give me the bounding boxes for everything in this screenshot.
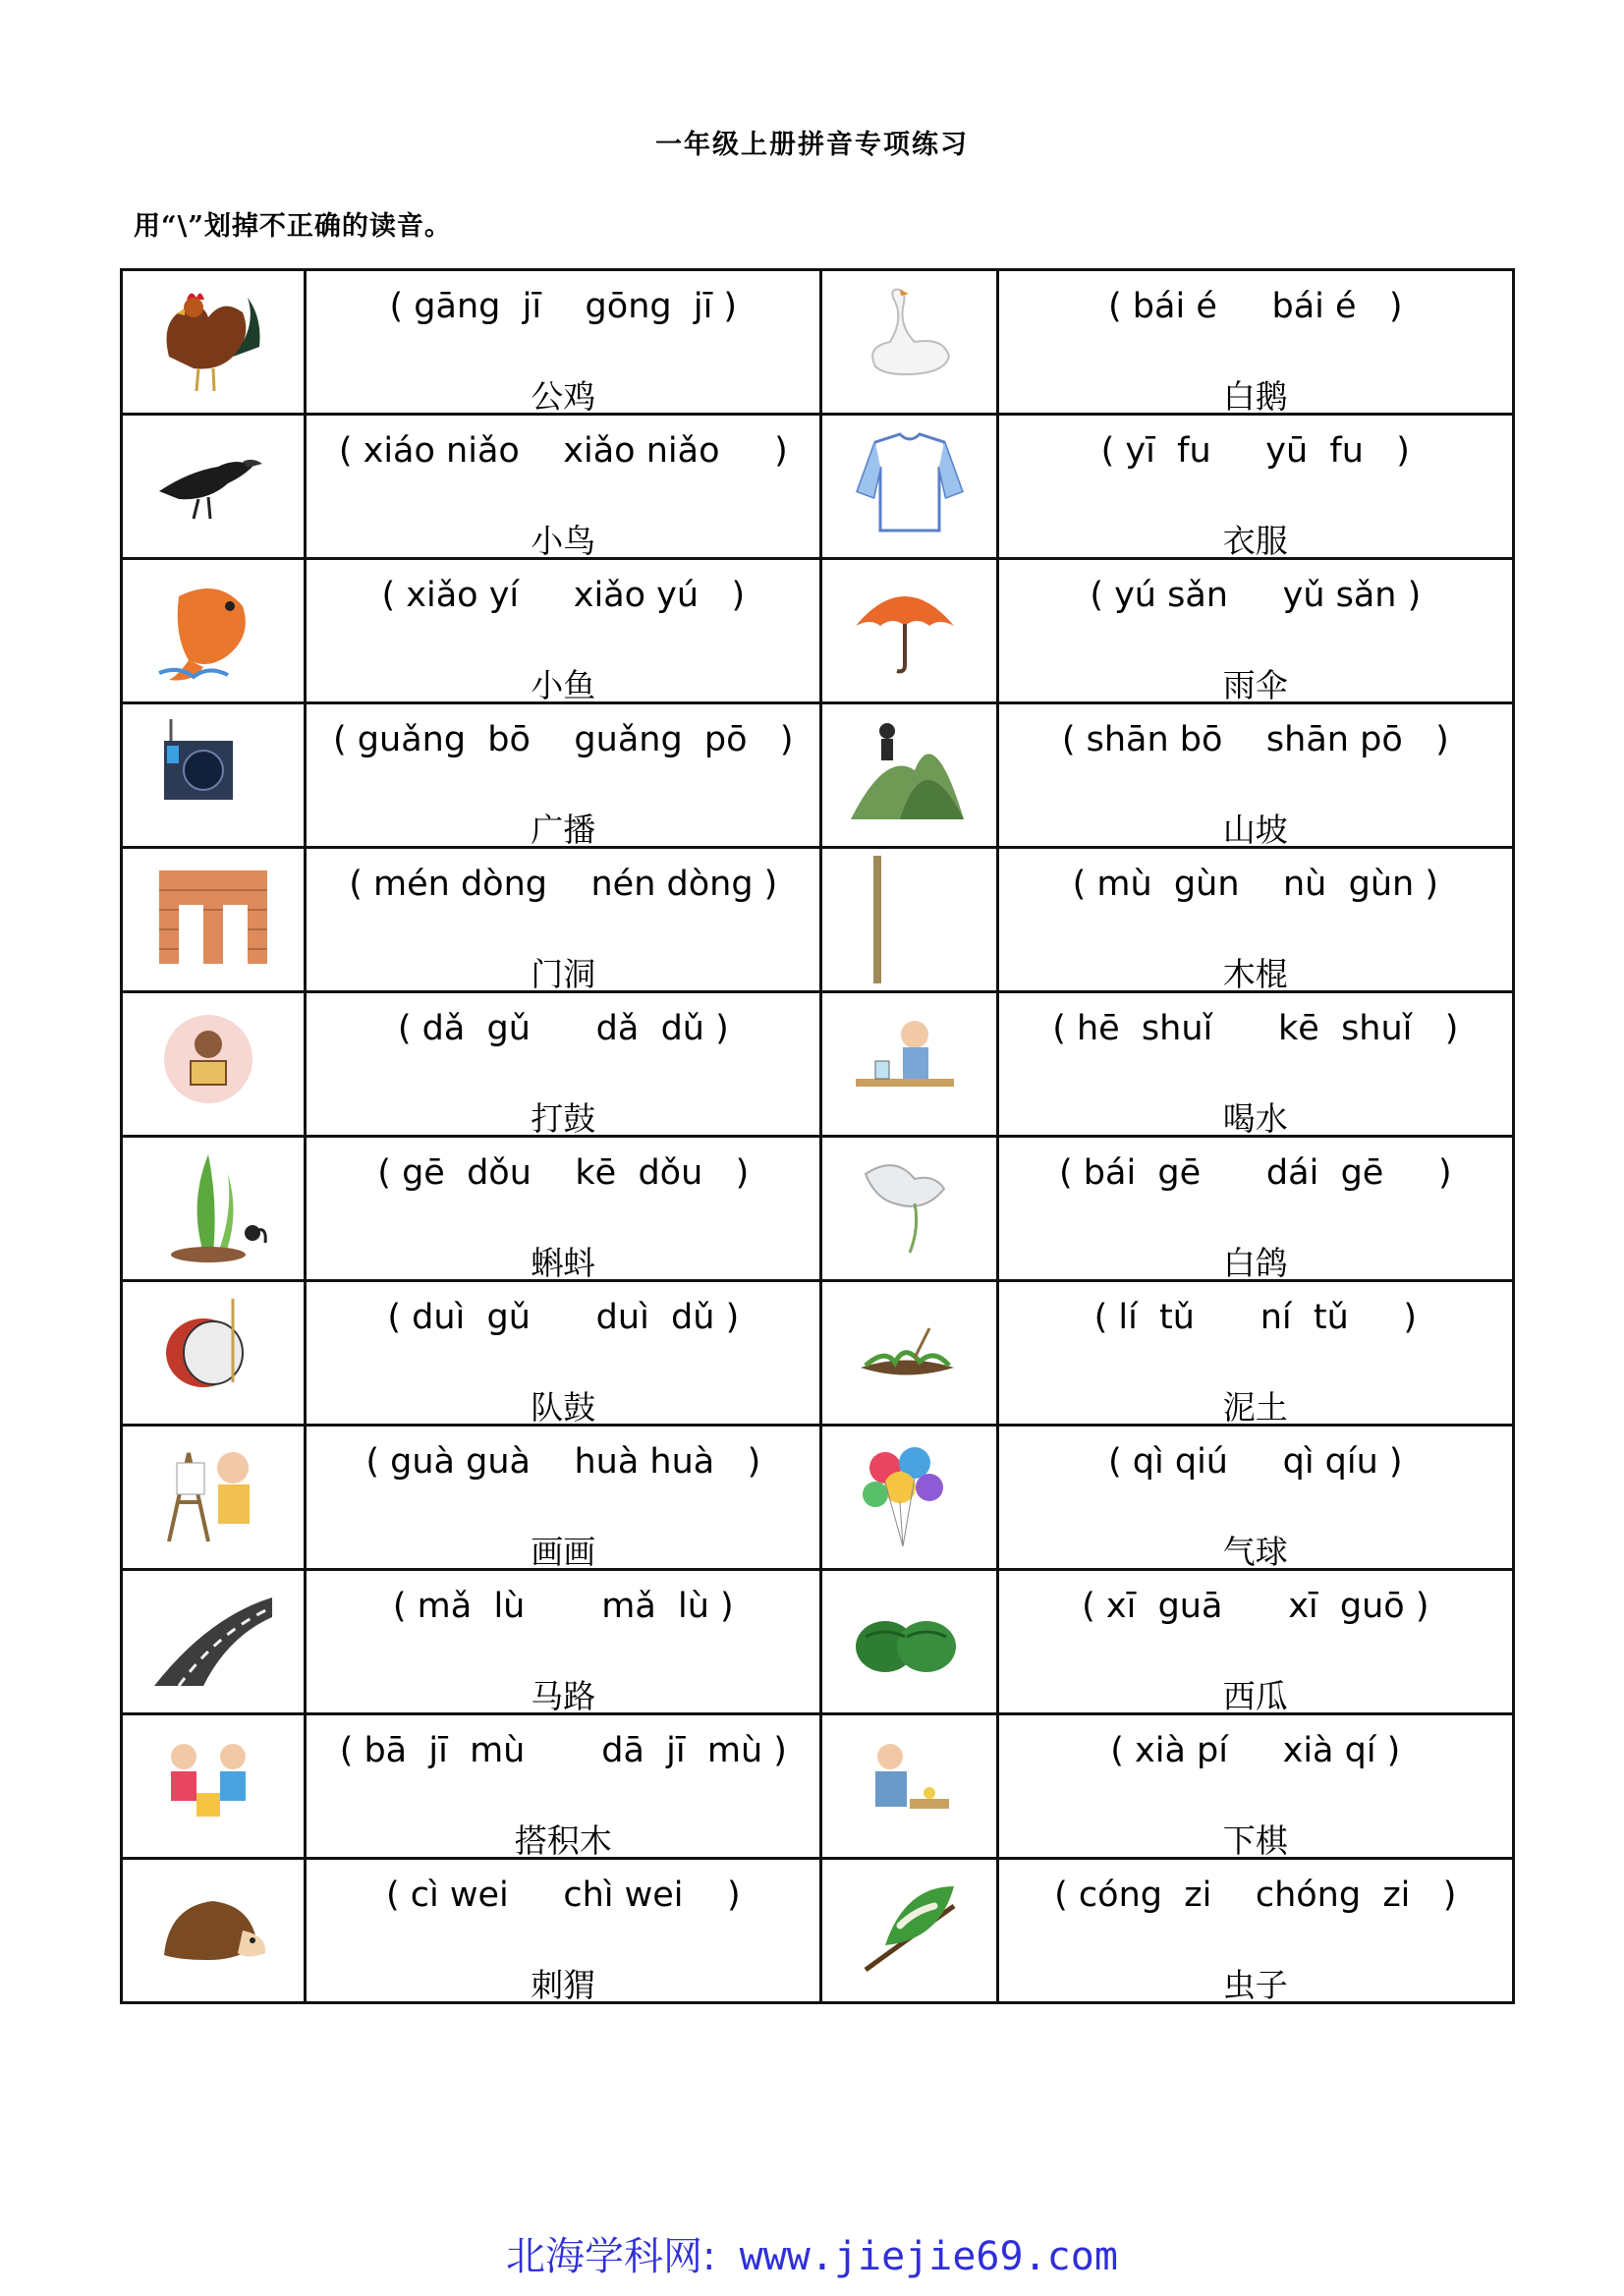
answer-cell — [306, 992, 821, 1137]
pinyin-options[interactable]: ( cóng zi chóng zi ) — [1054, 1876, 1457, 1915]
picture-cell — [821, 1137, 997, 1281]
road-icon — [149, 1578, 277, 1706]
answer-cell — [306, 1426, 821, 1570]
picture-cell — [122, 848, 306, 992]
exercise-row — [122, 703, 1514, 848]
picture-cell — [122, 992, 306, 1137]
exercise-row — [122, 1859, 1514, 2003]
answer-cell — [306, 1281, 821, 1426]
hanzi-word: 木棍 — [1222, 955, 1288, 993]
answer-cell — [306, 559, 821, 703]
pinyin-options[interactable]: ( mén dòng nén dòng ) — [349, 865, 778, 904]
picture-cell — [821, 415, 997, 559]
pinyin-options[interactable]: ( dǎ gǔ dǎ dǔ ) — [397, 1009, 729, 1048]
instruction-text: 用“\”划掉不正确的读音。 — [134, 211, 452, 242]
hanzi-word: 马路 — [531, 1677, 596, 1715]
pinyin-options[interactable]: ( mǎ lù mǎ lù ) — [392, 1587, 734, 1626]
answer-cell — [997, 270, 1513, 415]
dove-icon — [846, 1145, 974, 1272]
swan-icon — [846, 278, 974, 406]
drinking-child-icon — [846, 1000, 974, 1128]
answer-cell — [997, 1714, 1513, 1859]
hanzi-word: 队鼓 — [531, 1388, 596, 1427]
picture-cell — [821, 992, 997, 1137]
hanzi-word: 广播 — [531, 811, 596, 849]
pinyin-options[interactable]: ( xiáo niǎo xiǎo niǎo ) — [338, 431, 788, 471]
painter-icon — [149, 1433, 277, 1561]
exercise-row — [122, 559, 1514, 703]
picture-cell — [122, 1714, 306, 1859]
pinyin-options[interactable]: ( cì wei chì wei ) — [385, 1876, 741, 1915]
hanzi-word: 西瓜 — [1222, 1677, 1288, 1715]
picture-cell — [122, 559, 306, 703]
picture-cell — [122, 270, 306, 415]
pinyin-options[interactable]: ( bā jī mù dā jī mù ) — [339, 1731, 787, 1770]
crow-icon — [149, 422, 277, 550]
hanzi-word: 白鸽 — [1222, 1244, 1288, 1282]
picture-cell — [821, 1281, 997, 1426]
picture-cell — [122, 1426, 306, 1570]
exercise-row — [122, 992, 1514, 1137]
hanzi-word: 小鱼 — [531, 666, 596, 704]
exercise-table — [120, 268, 1515, 2004]
answer-cell — [306, 1570, 821, 1714]
pinyin-options[interactable]: ( lí tǔ ní tǔ ) — [1093, 1298, 1418, 1337]
answer-cell — [997, 1426, 1513, 1570]
answer-cell — [306, 1137, 821, 1281]
hedgehog-icon — [149, 1867, 277, 1994]
kids-blocks-icon — [149, 1722, 277, 1850]
pinyin-options[interactable]: ( guǎng bō guǎng pō ) — [333, 720, 794, 759]
footer-site-name: 北海学科网: — [506, 2234, 716, 2279]
pinyin-options[interactable]: ( duì gǔ duì dǔ ) — [387, 1298, 740, 1337]
hanzi-word: 泥土 — [1222, 1388, 1288, 1427]
fish-icon — [149, 567, 277, 695]
exercise-row — [122, 415, 1514, 559]
gate-icon — [149, 856, 277, 983]
picture-cell — [821, 1714, 997, 1859]
answer-cell — [306, 1859, 821, 2003]
shirt-icon — [846, 422, 974, 550]
caterpillar-icon — [846, 1867, 974, 1994]
hanzi-word: 衣服 — [1222, 522, 1288, 560]
picture-cell — [122, 1137, 306, 1281]
picture-cell — [122, 415, 306, 559]
page-title: 一年级上册拼音专项练习 — [655, 130, 969, 160]
radio-icon — [149, 711, 277, 839]
chess-player-icon — [846, 1722, 974, 1850]
pinyin-options[interactable]: ( mù gùn nù gùn ) — [1072, 865, 1438, 904]
answer-cell — [997, 1137, 1513, 1281]
picture-cell — [122, 1281, 306, 1426]
hanzi-word: 门洞 — [531, 955, 596, 993]
hanzi-word: 公鸡 — [531, 377, 596, 416]
balloons-icon — [846, 1433, 974, 1561]
pinyin-options[interactable]: ( yī fu yū fu ) — [1100, 431, 1410, 471]
hanzi-word: 山坡 — [1222, 811, 1288, 849]
picture-cell — [821, 703, 997, 848]
answer-cell — [997, 1859, 1513, 2003]
hanzi-word: 画画 — [531, 1533, 596, 1571]
pinyin-options[interactable]: ( xià pí xià qí ) — [1110, 1731, 1401, 1770]
hanzi-word: 打鼓 — [531, 1099, 596, 1138]
pinyin-options[interactable]: ( bái gē dái gē ) — [1059, 1153, 1452, 1193]
stick-icon — [846, 856, 974, 983]
hanzi-word: 刺猬 — [531, 1966, 596, 2004]
footer-watermark — [0, 2225, 1624, 2281]
answer-cell — [306, 1714, 821, 1859]
exercise-row — [122, 1137, 1514, 1281]
watermelon-icon — [846, 1578, 974, 1706]
answer-cell — [306, 848, 821, 992]
hanzi-word: 喝水 — [1222, 1099, 1288, 1138]
exercise-row — [122, 1426, 1514, 1570]
pinyin-options[interactable]: ( gē dǒu kē dǒu ) — [377, 1153, 750, 1193]
picture-cell — [821, 848, 997, 992]
pinyin-options[interactable]: ( yú sǎn yǔ sǎn ) — [1090, 576, 1422, 615]
hill-icon — [846, 711, 974, 839]
exercise-row — [122, 1281, 1514, 1426]
drum-icon — [149, 1289, 277, 1417]
pinyin-options[interactable]: ( xiǎo yí xiǎo yú ) — [381, 576, 746, 615]
picture-cell — [821, 1570, 997, 1714]
hanzi-word: 虫子 — [1222, 1966, 1288, 2004]
answer-cell — [306, 415, 821, 559]
exercise-row — [122, 1570, 1514, 1714]
answer-cell — [306, 270, 821, 415]
hanzi-word: 下棋 — [1222, 1821, 1288, 1860]
hanzi-word: 气球 — [1222, 1533, 1288, 1571]
pinyin-options[interactable]: ( guà guà huà huà ) — [365, 1442, 761, 1482]
hanzi-word: 白鹅 — [1222, 377, 1288, 416]
pinyin-options[interactable]: ( qì qiú qì qíu ) — [1108, 1442, 1403, 1482]
footer-url: www.jiejie69.com — [715, 2234, 1118, 2279]
bear-drum-icon — [149, 1000, 277, 1128]
picture-cell — [122, 703, 306, 848]
pinyin-options[interactable]: ( bái é bái é ) — [1108, 287, 1403, 326]
answer-cell — [997, 848, 1513, 992]
answer-cell — [306, 703, 821, 848]
pinyin-options[interactable]: ( xī guā xī guō ) — [1082, 1587, 1429, 1626]
umbrella-icon — [846, 567, 974, 695]
answer-cell — [997, 1570, 1513, 1714]
picture-cell — [821, 559, 997, 703]
answer-cell — [997, 415, 1513, 559]
pinyin-options[interactable]: ( hē shuǐ kē shuǐ ) — [1052, 1009, 1459, 1048]
answer-cell — [997, 1281, 1513, 1426]
answer-cell — [997, 559, 1513, 703]
pinyin-options[interactable]: ( shān bō shān pō ) — [1061, 720, 1449, 759]
tadpole-icon — [149, 1145, 277, 1272]
hanzi-word: 蝌蚪 — [531, 1244, 596, 1282]
exercise-row — [122, 1714, 1514, 1859]
answer-cell — [997, 703, 1513, 848]
picture-cell — [821, 270, 997, 415]
answer-cell — [997, 992, 1513, 1137]
picture-cell — [821, 1426, 997, 1570]
hanzi-word: 搭积木 — [514, 1821, 612, 1860]
exercise-row — [122, 848, 1514, 992]
soil-icon — [846, 1289, 974, 1417]
picture-cell — [821, 1859, 997, 2003]
rooster-icon — [149, 278, 277, 406]
hanzi-word: 小鸟 — [531, 522, 596, 560]
picture-cell — [122, 1570, 306, 1714]
exercise-row — [122, 270, 1514, 415]
hanzi-word: 雨伞 — [1222, 666, 1288, 704]
picture-cell — [122, 1859, 306, 2003]
pinyin-options[interactable]: ( gāng jī gōng jī ) — [389, 287, 738, 326]
